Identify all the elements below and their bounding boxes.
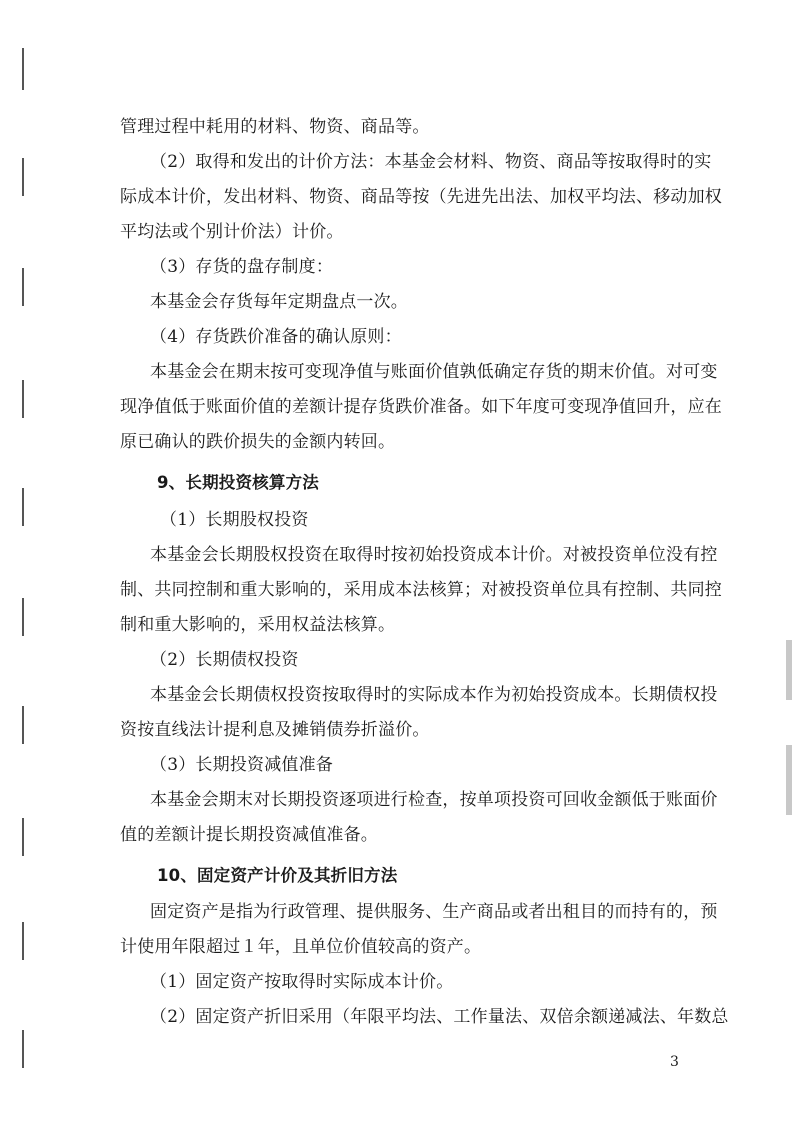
binding-hole-mark bbox=[22, 158, 24, 196]
paragraph-line: 值的差额计提长期投资减值准备。 bbox=[120, 825, 378, 845]
paragraph-line: （4）存货跌价准备的确认原则： bbox=[150, 327, 402, 347]
binding-hole-mark bbox=[22, 488, 24, 526]
binding-hole-mark bbox=[22, 922, 24, 960]
scan-edge-mark bbox=[786, 745, 792, 815]
paragraph-line: 平均法或个别计价法）计价。 bbox=[120, 222, 344, 242]
paragraph-line: 制、共同控制和重大影响的，采用成本法核算；对被投资单位具有控制、共同控 bbox=[120, 580, 722, 600]
paragraph-line: 原已确认的跌价损失的金额内转回。 bbox=[120, 432, 396, 452]
paragraph-line: 本基金会长期债权投资按取得时的实际成本作为初始投资成本。长期债权投 bbox=[150, 685, 718, 705]
binding-hole-mark bbox=[22, 706, 24, 744]
paragraph-line: 本基金会长期股权投资在取得时按初始投资成本计价。对被投资单位没有控 bbox=[150, 545, 718, 565]
binding-hole-mark bbox=[22, 48, 24, 90]
paragraph-line: （1）固定资产按取得时实际成本计价。 bbox=[150, 972, 454, 992]
scan-edge-mark bbox=[786, 640, 792, 700]
paragraph-line: 制和重大影响的，采用权益法核算。 bbox=[120, 615, 396, 635]
paragraph-line: （1）长期股权投资 bbox=[160, 510, 309, 530]
page-number: 3 bbox=[670, 1054, 679, 1070]
paragraph-line: 固定资产是指为行政管理、提供服务、生产商品或者出租目的而持有的，预 bbox=[150, 902, 718, 922]
paragraph-line: 现净值低于账面价值的差额计提存货跌价准备。如下年度可变现净值回升，应在 bbox=[120, 397, 722, 417]
binding-hole-mark bbox=[22, 1030, 24, 1068]
binding-hole-mark bbox=[22, 268, 24, 306]
binding-hole-mark bbox=[22, 380, 24, 418]
section-heading: 10、固定资产计价及其折旧方法 bbox=[157, 866, 398, 885]
paragraph-line: 管理过程中耗用的材料、物资、商品等。 bbox=[120, 117, 430, 137]
paragraph-line: （3）存货的盘存制度： bbox=[150, 257, 334, 277]
binding-hole-mark bbox=[22, 818, 24, 856]
paragraph-line: （3）长期投资减值准备 bbox=[150, 755, 334, 775]
paragraph-line: 本基金会存货每年定期盘点一次。 bbox=[150, 292, 408, 312]
paragraph-line: 资按直线法计提利息及摊销债券折溢价。 bbox=[120, 720, 430, 740]
paragraph-line: 本基金会在期末按可变现净值与账面价值孰低确定存货的期末价值。对可变 bbox=[150, 362, 718, 382]
paragraph-line: 际成本计价，发出材料、物资、商品等按（先进先出法、加权平均法、移动加权 bbox=[120, 187, 722, 207]
paragraph-line: （2）取得和发出的计价方法：本基金会材料、物资、商品等按取得时的实 bbox=[150, 152, 712, 172]
binding-hole-mark bbox=[22, 598, 24, 636]
paragraph-line: 计使用年限超过１年，且单位价值较高的资产。 bbox=[120, 937, 482, 957]
paragraph-line: 本基金会期末对长期投资逐项进行检查，按单项投资可回收金额低于账面价 bbox=[150, 790, 718, 810]
section-heading: 9、长期投资核算方法 bbox=[157, 473, 319, 492]
paragraph-line: （2）固定资产折旧采用（年限平均法、工作量法、双倍余额递减法、年数总 bbox=[150, 1007, 729, 1027]
paragraph-line: （2）长期债权投资 bbox=[150, 650, 299, 670]
